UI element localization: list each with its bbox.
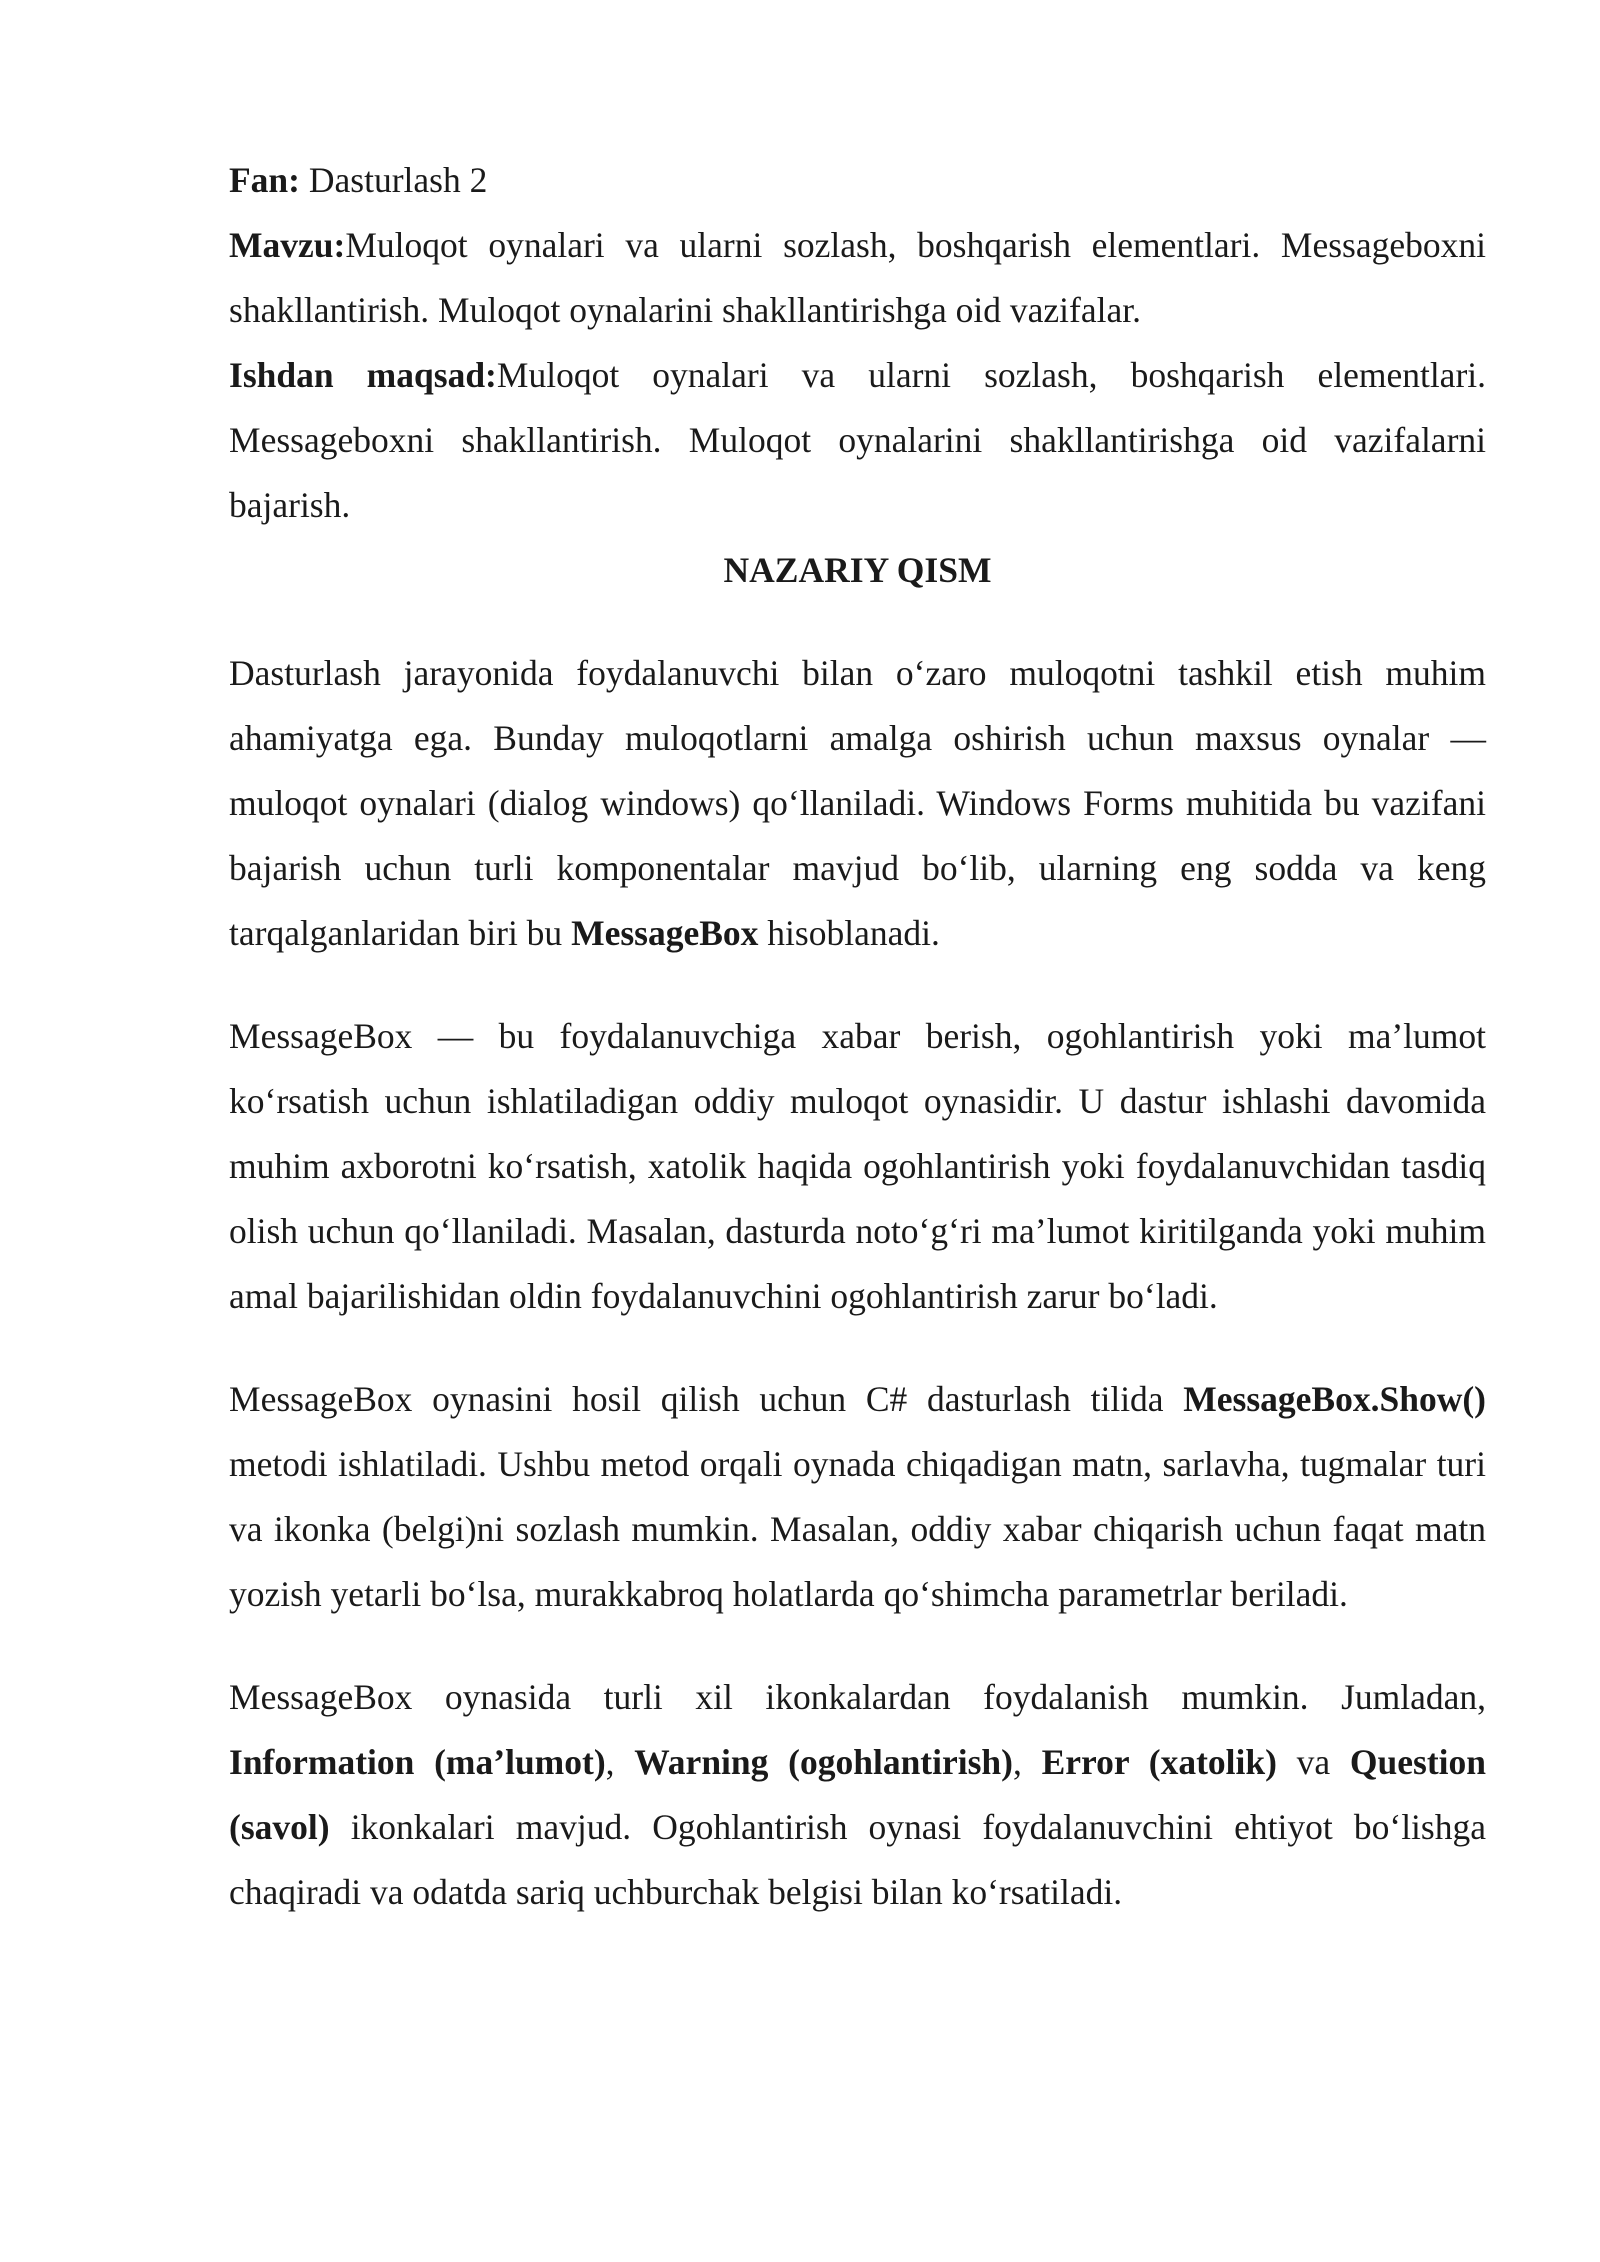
body-paragraphs: [229, 641, 1486, 1925]
text-run: va: [1276, 1742, 1350, 1782]
text-run: MessageBox — bu foydalanuvchiga xabar berish, ogohlantirish yoki ma’lumot ko‘rsatish uchun ishlatiladigan oddiy muloqot oynasidir. U dastur ishlashi davomida muhim axborotni ko‘rsatish, xatolik haqida ogohlantirish yoki foydalanuvchidan tasdiq olish uchun qo‘llaniladi. Masalan, dasturda noto‘g‘ri ma’lumot kiritilganda yoki muhim amal bajarilishidan oldin foydalanuvchini ogohlantirish zarur bo‘ladi.: [229, 1016, 1486, 1316]
mavzu-value: Muloqot oynalari va ularni sozlash, boshqarish elementlari. Messageboxni shakllantirish. Muloqot oynalarini shakllantirishga oid vazifalar.: [229, 225, 1486, 330]
bold-term: Information (ma’lumot): [229, 1742, 606, 1782]
maqsad-line: [229, 343, 1486, 538]
mavzu-label: Mavzu:: [229, 225, 346, 265]
text-run: Dasturlash jarayonida foydalanuvchi bilan o‘zaro muloqotni tashkil etish muhim ahamiyatga ega. Bunday muloqotlarni amalga oshirish uchun maxsus oynalar — muloqot oynalari (dialog windows) qo‘llaniladi. Windows Forms muhitida bu vazifani bajarish uchun turli komponentalar mavjud bo‘lib, ularning eng sodda va keng tarqalganlaridan biri bu: [229, 653, 1486, 953]
text-run: metodi ishlatiladi. Ushbu metod orqali oynada chiqadigan matn, sarlavha, tugmalar turi va ikonka (belgi)ni sozlash mumkin. Masalan, oddiy xabar chiqarish uchun faqat matn yozish yetarli bo‘lsa, murakkabroq holatlarda qo‘shimcha parametrlar beriladi.: [229, 1444, 1486, 1614]
body-paragraph: [229, 1367, 1486, 1627]
maqsad-value: Muloqot oynalari va ularni sozlash, boshqarish elementlari. Messageboxni shakllantirish. Muloqot oynalarini shakllantirishga oid vazifalarni bajarish.: [229, 355, 1487, 525]
body-paragraph: [229, 1004, 1486, 1329]
text-run: ,: [1013, 1742, 1042, 1782]
mavzu-line: [229, 213, 1486, 343]
document-body: [229, 148, 1486, 1963]
bold-term: MessageBox.Show(): [1183, 1379, 1486, 1419]
fan-value: Dasturlash 2: [300, 160, 488, 200]
text-run: hisoblanadi.: [758, 913, 940, 953]
text-run: MessageBox oynasini hosil qilish uchun C# dasturlash tilida: [229, 1379, 1184, 1419]
body-paragraph: [229, 641, 1486, 966]
section-title: NAZARIY QISM: [723, 550, 992, 590]
fan-label: Fan:: [229, 160, 300, 200]
bold-term: Warning (ogohlantirish): [634, 1742, 1013, 1782]
text-run: ikonkalari mavjud. Ogohlantirish oynasi foydalanuvchini ehtiyot bo‘lishga chaqiradi va odatda sariq uchburchak belgisi bilan ko‘rsatiladi.: [229, 1807, 1486, 1912]
bold-term: Error (xatolik): [1041, 1742, 1277, 1782]
bold-term: MessageBox: [571, 913, 759, 953]
text-run: ,: [605, 1742, 635, 1782]
fan-line: [229, 148, 1486, 213]
maqsad-label: Ishdan maqsad:: [229, 355, 497, 395]
body-paragraph: [229, 1665, 1486, 1925]
bold-term: Question (savol): [229, 1742, 1486, 1847]
text-run: MessageBox oynasida turli xil ikonkalardan foydalanish mumkin. Jumladan,: [229, 1677, 1486, 1717]
